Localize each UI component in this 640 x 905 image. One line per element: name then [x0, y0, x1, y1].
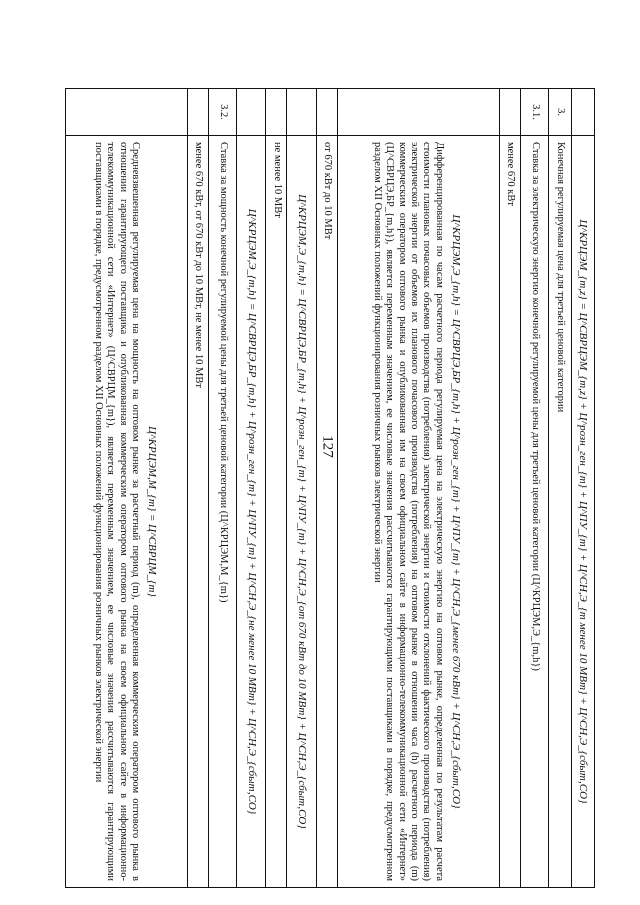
formula-from-670: Ц^КРЦЭМ,Э_{m,h} = Ц^СВРЦЭ,БР_{m,h} + Ц^розн_ген_{m} + Ц^ПУ_{m} + Ц^СН,Э_{от 670 кВт до 10 МВт} + Ц^СН,Э_{сбыт,СО} — [287, 136, 316, 888]
note-text: Средневзвешенная регулируемая цена на мощность на оптовом рынке за расчетный период (m), определенная коммерческим оператором оптового рынка в отношении гарантирующего поставщика и опубликованная коммерческим оператором оптового рынка на своем официальном сайте в информационно-телекоммуникационной сети «Интернет» (Ц^СВРЦМ_{m}), является переменным значением, ее числовые значения рассчитываются гарантирующими поставщиками в порядке, предусмотренном разделом XII Основных положений функционирования розничных рынков электрической энергии — [92, 142, 141, 881]
top-formula: Ц^КРЦЭМ_{m,z} = Ц^СВРЦЭМ_{m,z} + Ц^розн_ген_{m} + Ц^ПУ_{m} + Ц^СН,Э_{m менее 10 МВт} + Ц^СН,Э_{сбыт,СО} — [572, 136, 595, 888]
table-row — [520, 89, 548, 888]
rotated-table-frame — [65, 88, 595, 888]
formula-not-less-10: Ц^КРЦЭМ,Э_{m,h} = Ц^СВРЦЭ,БР_{m,h} + Ц^розн_ген_{m} + Ц^ПУ_{m} + Ц^СН,Э_{не менее 10 МВт} + Ц^СН,Э_{сбыт,СО} — [237, 136, 266, 888]
table-row — [188, 89, 209, 888]
category-label: от 670 кВт до 10 МВт — [316, 136, 337, 888]
row-number-cell — [572, 89, 595, 136]
price-table — [65, 88, 595, 888]
table-row — [66, 89, 188, 888]
note-text: Дифференцированная по часам расчетного периода регулируемая цена на электрическую энергию на оптовом рынке, определенная по результатам расчета стоимости плановых почасовых объемов производства (потребления) электрической энергии и стоимости отклонений фактического производства (потребления) электрической энергии от объемов их планового почасового производства (потребления) на оптовом рынке в отношении часа (h) расчетного периода (m) коммерческим оператором оптового рынка и опубликованная им на своем официальном сайте в информационно-телекоммуникационной сети «Интернет» (Ц^СВРЦЭ,БР_{m,h}), является переменным значением, ее числовые значения рассчитываются гарантирующими поставщиками в порядке, предусмотренном разделом XII Основных положений функционирования розничных рынков электрической энергии — [372, 142, 445, 881]
row-title: Ставка за электрическую энергию конечной регулируемой цены для третьей ценовой категории (Ц^КРЦЭМ,Э_{m,h}) — [520, 136, 548, 888]
category-label: менее 670 кВт — [499, 136, 520, 888]
row-title: Ставка за мощность конечной регулируемой цены для третьей ценовой категории (Ц^КРЦЭМ,М_{m}) — [209, 136, 237, 888]
table-row — [266, 89, 287, 888]
row-title: Конечная регулируемая цена для третьей ценовой категории — [549, 136, 572, 888]
row-number: 3.2. — [209, 89, 237, 136]
row-number: 3. — [549, 89, 572, 136]
category-label: не менее 10 МВт — [266, 136, 287, 888]
formula-less-670: Ц^КРЦЭМ,Э_{m,h} = Ц^СВРЦЭ,БР_{m,h} + Ц^розн_ген_{m} + Ц^ПУ_{m} + Ц^СН,Э_{менее 670 кВт} + Ц^СН,Э_{сбыт,СО} — [449, 214, 462, 809]
page-number: 127 — [319, 435, 336, 458]
table-row — [572, 89, 595, 888]
table-row — [499, 89, 520, 888]
table-row — [237, 89, 266, 888]
table-row — [287, 89, 316, 888]
formula-power: Ц^КРЦЭМ,М_{m} = Ц^СВРЦМ_{m} — [145, 426, 158, 597]
table-row — [337, 89, 499, 888]
category-label: менее 670 кВт, от 670 кВт до 10 МВт, не менее 10 МВт — [188, 136, 209, 888]
table-row — [209, 89, 237, 888]
table-row — [316, 89, 337, 888]
table-row — [549, 89, 572, 888]
row-number: 3.1. — [520, 89, 548, 136]
